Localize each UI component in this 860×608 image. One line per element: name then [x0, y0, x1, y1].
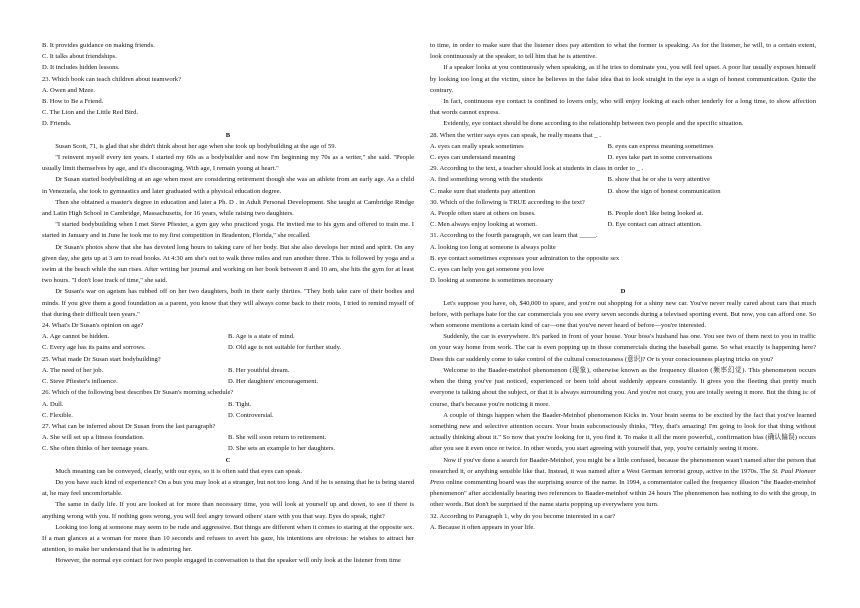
option: A. looking too long at someone is always polite: [430, 243, 556, 251]
paragraph-text: online commenting board was the surprising source of the name. In 1994, a commentator called the frequency illusion "the Baader-meinhof phenomenon" after accidentally hearing two references to Baader-meinhof within 24 hours The phenomenon has nothing to do with the group, in other words. But don't be surprised if the name starts popping up everywhere you turn.: [430, 478, 816, 509]
option: C. Steve Pfiester's influence.: [42, 378, 118, 386]
paragraph: Susan Scott, 71, is glad that she didn't think about her age when she took up bodybuilding at the age of 59.: [55, 142, 337, 150]
section-c-heading: C: [225, 456, 231, 464]
option: A. Owen and Mzee.: [42, 86, 95, 94]
passage-c-continued: [430, 40, 816, 130]
option: A. Because it often appears in your life.: [430, 523, 535, 531]
question-29-stem: 29. According to the text, a teacher should look at students in class in order to _ .: [430, 165, 644, 173]
section-d-heading: D: [620, 288, 626, 296]
paragraph: "I started bodybuilding when I met Steve Pfiester, a gym guy who practiced yoga. He invited me to his gym and offered to train me. I started in January and in June he took me to my first competition in Bradenton, Florida," she recalled.: [42, 221, 414, 240]
option: C. The Lion and the Little Red Bird.: [42, 109, 139, 117]
options-row: [42, 342, 414, 353]
option: A. People often stare at others on buses.: [430, 210, 536, 218]
question-26-stem: 26. Which of the following best describes Dr Susan's morning schedule?: [42, 389, 234, 397]
question-31-stem: 31. According to the fourth paragraph, we can learn that _____.: [430, 232, 598, 240]
option: C. eyes can understand meaning: [430, 154, 516, 162]
paragraph: A couple of things happen when the Baader-Meinhof phenomenon Kicks in. Your brain seems to be excited by the fact that you've learned something new and selective attention occurs. Your brain subconsciously thinks, "Hey, that's amazing! I'm going to look for that thing without actually thinking about it." So now that you're looking for it, you find it. To make it all the more powerful,, confirmation bias (确认偏误) occurs after you see it even once or twice. In other words, you start agreeing with yourself that, yep, you're certainly seeing it more.: [430, 411, 816, 453]
question-25-stem: 25. What made Dr Susan start bodybuilding?: [42, 355, 161, 363]
options-row: [430, 152, 816, 163]
options-row: [42, 410, 414, 421]
option: D. Friends.: [42, 120, 72, 128]
paragraph: In fact, continuous eye contact is confined to lovers only, who will enjoy looking at each other tenderly for a long time, to show affection that words cannot express.: [430, 98, 816, 117]
right-column: [430, 40, 816, 533]
option: C. Every age has its pains and sorrows.: [42, 344, 146, 352]
option: D. Controversial.: [228, 411, 274, 419]
option: B. She will soon return to retirement.: [228, 434, 327, 442]
options-row: [42, 365, 414, 376]
option: B. Her youthful dream.: [228, 366, 290, 374]
option: B. show that he or she is very attentive: [607, 176, 710, 184]
question-23-stem: 23. Which book can teach children about teamwork?: [42, 75, 182, 83]
options-row: [430, 186, 816, 197]
options-row: [430, 208, 816, 219]
question-30-stem: 30. Which of the following is TRUE according to the text?: [430, 198, 585, 206]
question-32-stem: 32. According to Paragraph 1, why do you become interested in a car?: [430, 512, 616, 520]
paragraph: Dr Susan's photos show that she has devoted long hours to taking care of her body. But she also develops her mind and spirit. On any given day, she gets up at 3 am to read books. At 4:30 am she's out to walk three miles and run another three. This is followed by yoga and a swim at the beach while the sun rises. After writing her journal and working on her book between 8 and 10 am, she hits the gym for at least two hours. "I don't lose track of time," she said.: [42, 243, 414, 285]
option: B. Age is a state of mind.: [228, 333, 295, 341]
section-b-heading: B: [225, 131, 231, 139]
option: B. It provides guidance on making friends.: [42, 42, 155, 49]
option: B. People don't like being looked at.: [607, 210, 704, 218]
option: A. Dull.: [42, 400, 64, 408]
left-column: [42, 40, 414, 567]
paragraph: However, the normal eye contact for two people engaged in conversation is that the speaker will only look at the listener from time: [55, 557, 401, 565]
paragraph: "I reinvent myself every ten years. I started my 60s as a bodybuilder and now I'm beginning my 70s as a writer," she said. "People usually limit themselves by age, and it's discouraging. With age, I remain young at heart.": [42, 154, 414, 173]
option: D. She sets an example to her daughters.: [228, 445, 336, 453]
paragraph: If a speaker looks at you continuously when speaking, as if he tries to dominate you, you will feel upset. A poor liar usually exposes himself by looking too long at the victim, since he believes in the false idea that to look straight in the eye is a sign of honest communication. Quite the contrary.: [430, 64, 816, 94]
option: A. find something wrong with the students: [430, 176, 543, 184]
options-row: [430, 174, 816, 185]
options-row: [42, 432, 414, 443]
option: C. She often thinks of her teenage years.: [42, 445, 149, 453]
option: D. Old age is not suitable for further study.: [228, 344, 342, 352]
paragraph: Then she obtained a master's degree in education and later a Ph. D . in Adult Personal Development. She taught at Cambridge Rindge and Latin High School in Cambridge, Massachusetts, for 16 years, while raising two daughters.: [42, 198, 414, 218]
paragraph: Welcome to the Baader-meinhof phenomenon (现象), otherwise known as the frequency illusion (频率幻觉). This phenomenon occurs when the thing you've just noticed, experienced or been told about suddenly appears constantly. It gives you the fleeting that pretty much everyone is talking about the subject, or that it is always surrounding you. And you're not crazy, you are totally seeing it more. But the thing is: of course, that's because you're noticing it more.: [430, 366, 816, 408]
option: B. eyes can express meaning sometimes: [607, 142, 714, 150]
paragraph: Dr Susan started bodybuilding at an age when most are considering retirement though she was an athlete from an early age. As a child in Venezuela, she took to gymnastics and later graduated with a physical education degree.: [42, 176, 414, 195]
option: C. It talks about friendships.: [42, 53, 117, 61]
option: B. eye contact sometimes expresses your admiration to the opposite sex: [430, 254, 620, 262]
passage-d: [430, 298, 816, 511]
paragraph: The same in daily life. If you are looked at for more than necessary time, you will look at yourself up and down, to see if there is anything wrong with you. If nothing goes wrong, you will feel angry toward others' stare with you that way. Eyes do speak, right?: [42, 501, 414, 520]
option: C. Flexible.: [42, 411, 73, 419]
options-row: [430, 219, 816, 230]
passage-b: [42, 141, 414, 320]
paragraph: Dr Susan's war on ageism has rubbed off on her two daughters, both in their early thirties. "They both take care of their bodies and minds. If you give them a good foundation as a parent, you know that they will always come back to their roots, I tried to remind myself of that during their difficult teen years.": [42, 288, 414, 318]
paragraph: Looking too long at someone may seem to be rude and aggressive. But things are different when it comes to staring at the opposite sex. If a man glances at a woman for more than 10 seconds and refuses to avert his gaze, his intentions are obvious: he wishes to attract her attention, to make her understand that he is admiring her.: [42, 523, 414, 554]
paragraph: Do you have such kind of experience? On a bus you may look at a stranger, but not too long. And if he is sensing that he is being stared at, he may feel uncomfortable.: [42, 478, 414, 498]
option: D. Eye contact can attract attention.: [607, 221, 702, 229]
paragraph: Evidently, eye contact should be done according to the relationship between two people and the specific situation.: [443, 120, 744, 128]
options-row: [42, 399, 414, 410]
passage-c: [42, 466, 414, 567]
question-28-stem: 28. When the writer says eyes can speak, he really means that _ .: [430, 131, 601, 139]
option: A. She will set up a fitness foundation.: [42, 434, 145, 442]
question-27-stem: 27. What can be inferred about Dr Susan from the last paragraph?: [42, 422, 216, 430]
options-row: [42, 443, 414, 454]
option: C. make sure that students pay attention: [430, 187, 536, 195]
paragraph: Suddenly, the car is everywhere. It's parked in front of your house. Your boss's husband has one. You see two of them next to you in traffic on your way home from work. The car is even popping up in those commercials during the baseball game. So what exactly is happening here? Does this car suddenly come to take control of the cultural consciousness (意识)? Or is your consciousness playing tricks on you?: [430, 333, 816, 363]
option: D. show the sign of honest communication: [607, 187, 721, 195]
paragraph: Much meaning can be conveyed, clearly, with our eyes, so it is often said that eyes can speak.: [55, 467, 303, 475]
option: C. eyes can help you get someone you love: [430, 266, 545, 274]
option: C. Men always enjoy looking at women.: [430, 221, 537, 229]
options-row: [430, 141, 816, 152]
option: B. Tight.: [228, 400, 252, 408]
options-row: [42, 376, 414, 387]
option: A. Age cannot be hidden.: [42, 333, 110, 341]
option: D. eyes take part in some conversations: [607, 154, 713, 162]
option: A. eyes can really speak sometimes: [430, 142, 524, 150]
option: B. How to Be a Friend.: [42, 98, 104, 106]
paragraph: [430, 455, 816, 511]
options-row: [42, 331, 414, 342]
paragraph: to time, in order to make sure that the listener does pay attention to what the former is speaking. As for the listener, he will, to a certain extent, look continuously at the speaker, to tell him that he is attentive.: [430, 42, 816, 61]
option: D. Her daughters' encouragement.: [228, 378, 318, 386]
paragraph-text: Now if you've done a search for Baader-Meinhof, you might be a little confused, because the phenomenon wasn't named after the person that researched it, or anything sensible like that. Instead, it was named after a West German terrorist group, active in the 1970s. The: [430, 456, 816, 475]
newspaper-name: St. Paul Pioneer Press: [430, 467, 817, 486]
option: D. It includes hidden lessons.: [42, 64, 120, 72]
option: A. The need of her job.: [42, 366, 104, 374]
option: D. looking at someone is sometimes necessary: [430, 277, 553, 285]
question-24-stem: 24. What's Dr Susan's opinion on age?: [42, 322, 144, 330]
paragraph: Let's suppose you have, oh, $40,000 to spare, and you're out shopping for a shiny new car. You've never really cared about cars that much before, with perhaps hate for the car commercials you see every seven seconds during a televised sporting event. But now, you can afford one. So when someone mentions a certain kind of car—one that you've never heard of before—you're interested.: [430, 299, 816, 330]
